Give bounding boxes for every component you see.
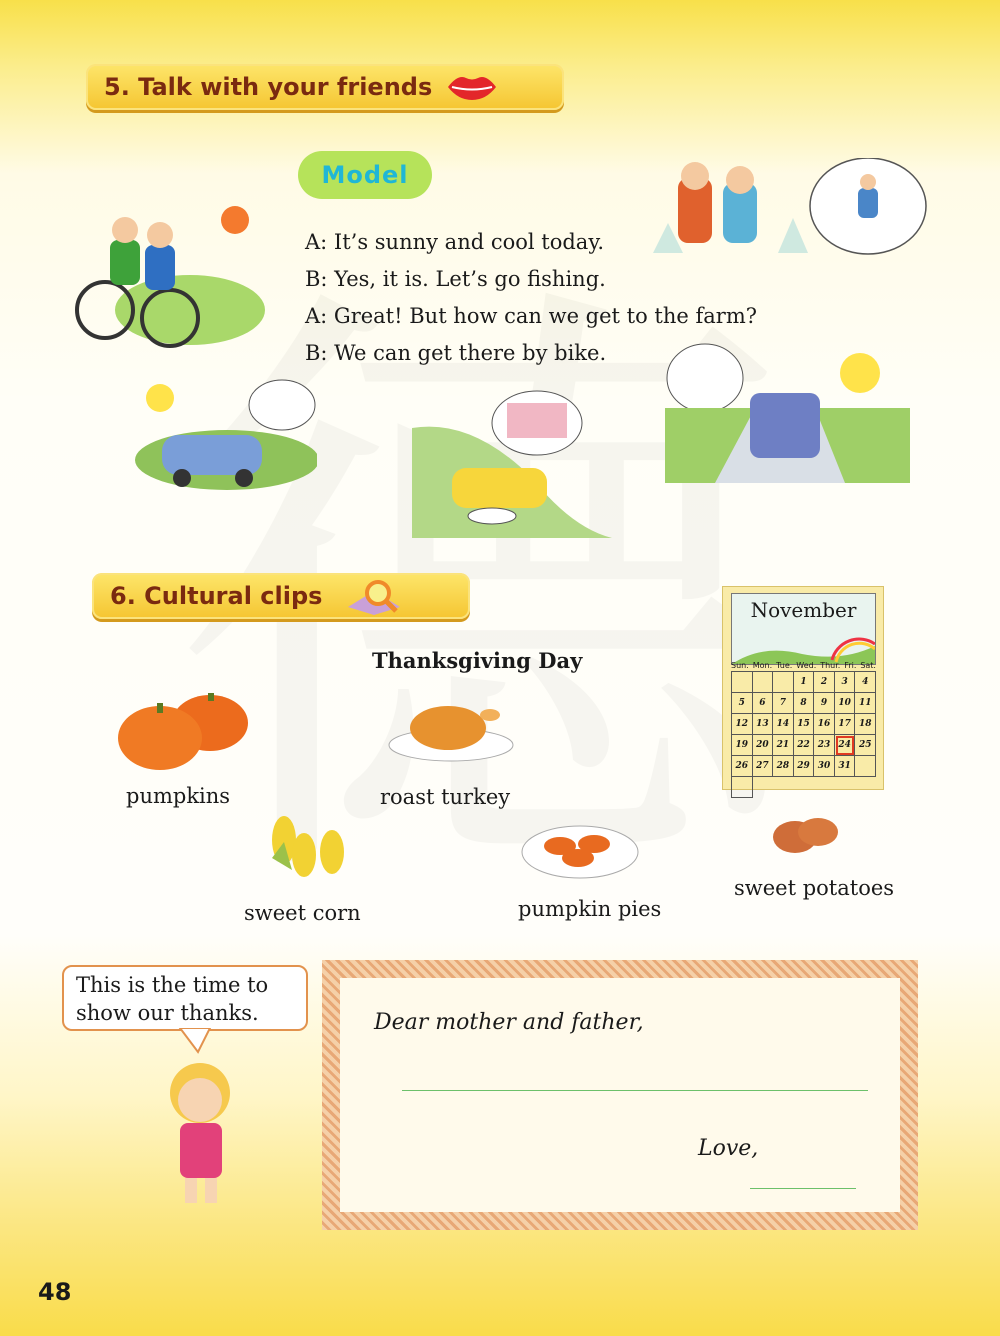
calendar-day: 23	[814, 735, 835, 756]
calendar-day	[855, 756, 876, 777]
calendar-day: 3	[835, 672, 856, 693]
calendar-day: 27	[753, 756, 774, 777]
calendar-day: 6	[753, 693, 774, 714]
calendar-weekday: Thur.	[820, 661, 841, 670]
calendar-day: 1	[794, 672, 815, 693]
section-5-header	[86, 64, 564, 110]
calendar-day: 7	[773, 693, 794, 714]
thanksgiving-title: Thanksgiving Day	[372, 648, 583, 673]
calendar-weekday: Wed.	[796, 661, 817, 670]
calendar-day: 8	[794, 693, 815, 714]
calendar-day	[773, 672, 794, 693]
calendar-day: 16	[814, 714, 835, 735]
kids-bike-illustration	[70, 200, 265, 350]
calendar-day: 12	[732, 714, 753, 735]
sweet-potatoes-label: sweet potatoes	[734, 876, 895, 900]
calendar-day: 4	[855, 672, 876, 693]
sweet-potatoes-image	[770, 812, 840, 857]
calendar-header	[731, 593, 876, 665]
calendar-day: 17	[835, 714, 856, 735]
calendar-weekday: Sat.	[860, 661, 876, 670]
sweet-corn-label: sweet corn	[244, 901, 361, 925]
calendar-day: 21	[773, 735, 794, 756]
calendar-weekday: Fri.	[844, 661, 857, 670]
speech-bubble: This is the time to show our thanks.	[62, 965, 308, 1031]
calendar-weekday: Sun.	[731, 661, 749, 670]
calendar-weekday: Tue.	[776, 661, 793, 670]
calendar-day: 18	[855, 714, 876, 735]
dialog-line: B: Yes, it is. Let’s go fishing.	[305, 267, 606, 291]
lips-icon	[446, 72, 498, 102]
calendar-day: 9	[814, 693, 835, 714]
pumpkins-image	[115, 693, 253, 773]
calendar-day: 2	[814, 672, 835, 693]
calendar-day: 24	[835, 735, 856, 756]
calendar-day: 29	[794, 756, 815, 777]
letter-greeting: Dear mother and father,	[374, 1010, 644, 1035]
calendar-day: 19	[732, 735, 753, 756]
calendar-day: 5	[732, 693, 753, 714]
calendar-day: 22	[794, 735, 815, 756]
model-label: Model	[298, 151, 432, 199]
section-6-title: 6. Cultural clips	[110, 582, 323, 610]
letter-card	[322, 960, 918, 1230]
letter-blank-line[interactable]	[402, 1090, 868, 1091]
calendar-weekday: Mon.	[752, 661, 773, 670]
calendar-day: 26	[732, 756, 753, 777]
november-calendar	[722, 586, 884, 790]
section-6-header	[92, 573, 470, 619]
dialog-line: A: It’s sunny and cool today.	[305, 230, 605, 254]
calendar-day: 15	[794, 714, 815, 735]
calendar-day	[753, 672, 774, 693]
pumpkin-pies-image	[520, 822, 640, 882]
taxi-illustration	[412, 388, 612, 538]
sweet-corn-image	[262, 810, 352, 882]
calendar-month: November	[750, 598, 857, 622]
calendar-day	[732, 672, 753, 693]
calendar-grid	[731, 671, 876, 798]
girl-illustration	[140, 1028, 250, 1208]
calendar-day: 20	[753, 735, 774, 756]
calendar-day: 30	[814, 756, 835, 777]
roast-turkey-label: roast turkey	[380, 785, 511, 809]
rainbow-icon	[732, 624, 875, 664]
calendar-day: 11	[855, 693, 876, 714]
calendar-weekdays	[731, 661, 876, 670]
letter-closing: Love,	[698, 1136, 759, 1161]
calendar-day: 10	[835, 693, 856, 714]
pumpkins-label: pumpkins	[126, 784, 231, 808]
calendar-day: 14	[773, 714, 794, 735]
winter-kids-illustration	[628, 158, 928, 283]
calendar-day: 13	[753, 714, 774, 735]
bus-illustration	[665, 338, 910, 488]
calendar-day: 25	[855, 735, 876, 756]
dialog-line: A: Great! But how can we get to the farm?	[305, 304, 757, 328]
magnifier-icon	[344, 577, 404, 615]
pumpkin-pies-label: pumpkin pies	[518, 897, 662, 921]
dialog-line: B: We can get there by bike.	[305, 341, 607, 365]
calendar-day	[732, 777, 753, 798]
car-illustration	[132, 370, 317, 495]
roast-turkey-image	[386, 700, 516, 762]
calendar-day: 28	[773, 756, 794, 777]
calendar-day: 31	[835, 756, 856, 777]
section-5-title: 5. Talk with your friends	[104, 73, 433, 101]
signature-blank-line[interactable]	[750, 1188, 856, 1189]
page-number: 48	[38, 1278, 72, 1306]
